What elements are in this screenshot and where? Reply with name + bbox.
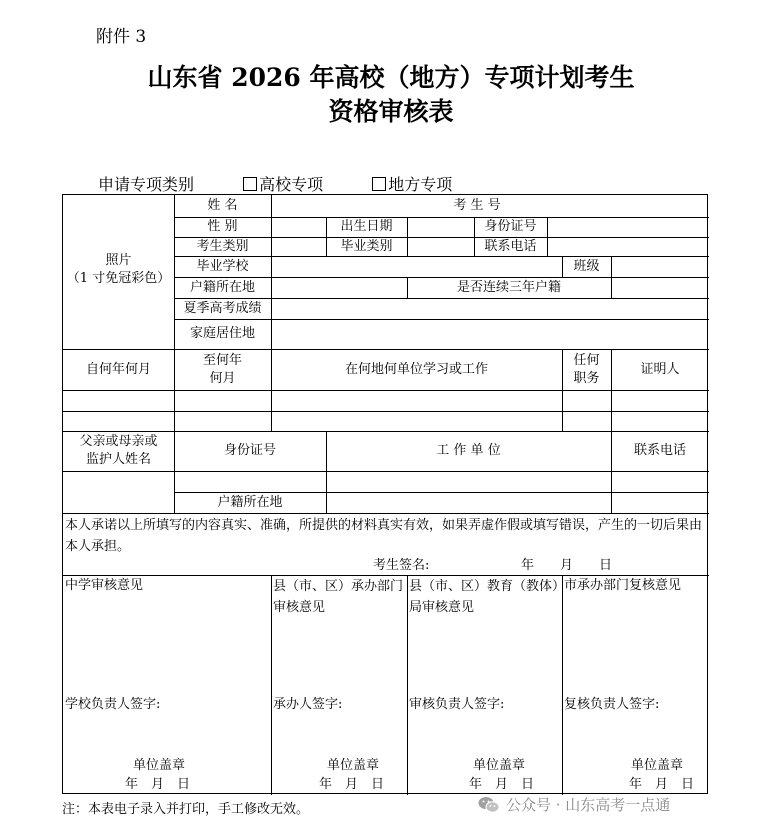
review-city-date: 年 月 日 — [629, 777, 695, 792]
review-city-signer: 复核负责人签字: — [564, 697, 660, 712]
photo-area[interactable] — [63, 245, 174, 295]
watermark-text: 公众号 · 山东高考一点通 — [506, 796, 671, 814]
photo-label: 照片 — [105, 253, 132, 269]
label-birth: 出生日期 — [340, 219, 393, 235]
resume-position: 任何 职务 — [573, 352, 600, 386]
pledge-text: 本人承诺以上所填写的内容真实、准确，所提供的材料真实有效，如果弄虚作假或填写错误，产生的一切后果由本人承担。 — [65, 518, 703, 554]
photo-note: （1 寸免冠彩色） — [66, 271, 171, 286]
label-class: 班级 — [573, 258, 600, 274]
label-school: 毕业学校 — [196, 258, 249, 274]
checkbox-icon[interactable] — [372, 177, 386, 191]
label-id: 身份证号 — [484, 219, 537, 235]
review-county-seal: 单位盖章 — [327, 758, 380, 773]
category-row — [98, 172, 496, 195]
label-phone: 联系电话 — [484, 238, 537, 254]
review-city-seal: 单位盖章 — [631, 758, 684, 773]
form-title-line2: 资格审核表 — [328, 97, 454, 126]
guardian-phone: 联系电话 — [633, 443, 686, 459]
guardian-hukou: 户籍所在地 — [217, 494, 283, 510]
option-local[interactable]: 地方专项 — [372, 175, 452, 194]
guardian-id: 身份证号 — [223, 443, 276, 459]
review-city-title: 市承办部门复核意见 — [564, 578, 682, 593]
category-label: 申请专项类别 — [98, 175, 195, 194]
review-school-seal: 单位盖章 — [133, 758, 186, 773]
review-school-date: 年 月 日 — [125, 777, 191, 792]
resume-to: 至何年 何月 — [202, 352, 242, 386]
label-home: 家庭居住地 — [189, 326, 255, 342]
review-edu-seal: 单位盖章 — [473, 758, 526, 773]
label-gaokao: 夏季高考成绩 — [183, 300, 262, 316]
label-grad-type: 毕业类别 — [340, 238, 393, 254]
guardian-name: 父亲或母亲或 监护人姓名 — [79, 434, 158, 467]
resume-from: 自何年何月 — [85, 361, 151, 377]
pledge-sign: 考生签名: — [373, 558, 430, 573]
form-table — [62, 194, 708, 794]
label-exam-no: 考 生 号 — [453, 198, 501, 214]
review-edu-title: 县（市、区）教育（教体）局审核意见 — [409, 579, 559, 615]
label-name: 姓 名 — [207, 198, 238, 214]
review-county-title: 县（市、区）承办部门审核意见 — [273, 579, 404, 615]
attachment-label: 附件 3 — [96, 27, 147, 47]
review-school-title: 中学审核意见 — [65, 578, 144, 593]
watermark — [478, 794, 670, 815]
review-edu-date: 年 月 日 — [469, 777, 535, 792]
label-hukou: 户籍所在地 — [189, 279, 255, 295]
label-gender: 性 别 — [207, 219, 238, 235]
option-university[interactable]: 高校专项 — [243, 175, 323, 194]
form-title: 山东省 2026 年高校（地方）专项计划考生 — [147, 63, 635, 92]
review-county-signer: 承办人签字: — [273, 697, 343, 712]
review-county-date: 年 月 日 — [319, 777, 385, 792]
guardian-work: 工 作 单 位 — [436, 443, 501, 459]
checkbox-icon[interactable] — [243, 177, 257, 191]
footnote: 注：本表电子录入并打印，手工修改无效。 — [62, 802, 310, 817]
resume-witness: 证明人 — [640, 361, 680, 377]
label-three-year: 是否连续三年户籍 — [456, 279, 561, 295]
label-exam-type: 考生类别 — [196, 238, 249, 254]
review-school-signer: 学校负责人签字: — [65, 697, 161, 712]
pledge-date: 年 月 日 — [521, 558, 613, 573]
review-edu-signer: 审核负责人签字: — [409, 697, 505, 712]
resume-where: 在何地何单位学习或工作 — [344, 361, 488, 377]
wechat-icon — [478, 796, 500, 814]
